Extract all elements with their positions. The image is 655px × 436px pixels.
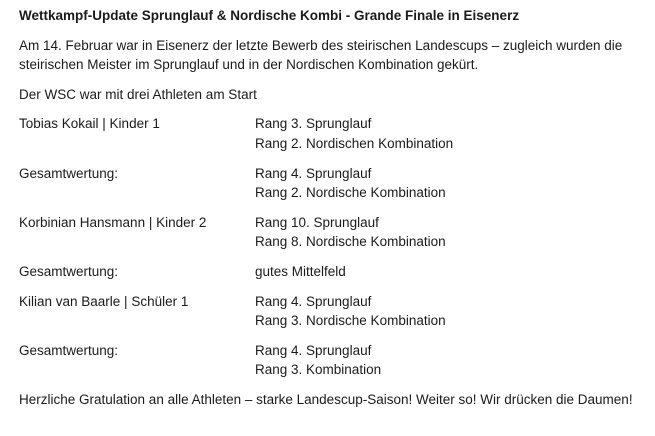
result-line: Rang 8. Nordische Kombination bbox=[255, 234, 446, 250]
result-line: Rang 4. Sprunglauf bbox=[255, 342, 372, 358]
result-label: Kilian van Baarle | Schüler 1 bbox=[19, 293, 189, 309]
result-line: gutes Mittelfeld bbox=[255, 263, 346, 279]
result-label: Gesamtwertung: bbox=[19, 263, 119, 279]
result-row bbox=[19, 341, 636, 380]
result-line: Rang 2. Nordischen Kombination bbox=[255, 135, 454, 151]
result-line: Rang 2. Nordische Kombination bbox=[255, 185, 446, 201]
result-values bbox=[255, 114, 636, 153]
result-line: Rang 3. Nordische Kombination bbox=[255, 313, 446, 329]
result-values bbox=[255, 164, 636, 203]
result-values bbox=[255, 262, 636, 282]
result-row bbox=[19, 262, 636, 282]
result-values bbox=[255, 341, 636, 380]
result-label: Tobias Kokail | Kinder 1 bbox=[19, 116, 160, 132]
result-line: Rang 3. Sprunglauf bbox=[255, 116, 372, 132]
result-row bbox=[19, 114, 636, 153]
closing-paragraph: Herzliche Gratulation an alle Athleten – starke Landescup-Saison! Weiter so! Wir drücken die Daumen! bbox=[19, 391, 633, 407]
result-label: Gesamtwertung: bbox=[19, 342, 119, 358]
article-title: Wettkampf-Update Sprunglauf & Nordische Kombi - Grande Finale in Eisenerz bbox=[19, 8, 520, 23]
result-line: Rang 4. Sprunglauf bbox=[255, 293, 372, 309]
result-label: Korbinian Hansmann | Kinder 2 bbox=[19, 214, 207, 230]
result-row bbox=[19, 164, 636, 203]
result-row bbox=[19, 213, 636, 252]
result-line: Rang 10. Sprunglauf bbox=[255, 214, 379, 230]
intro-paragraph: Am 14. Februar war in Eisenerz der letzte Bewerb des steirischen Landescups – zugleich wurden die steirischen Meister im Sprunglauf und in der Nordischen Kombination gekürt. bbox=[19, 37, 623, 73]
result-line: Rang 3. Kombination bbox=[255, 362, 382, 378]
lead-paragraph: Der WSC war mit drei Athleten am Start bbox=[19, 86, 257, 102]
result-row bbox=[19, 292, 636, 331]
result-label: Gesamtwertung: bbox=[19, 165, 119, 181]
result-line: Rang 4. Sprunglauf bbox=[255, 165, 372, 181]
result-values bbox=[255, 292, 636, 331]
result-values bbox=[255, 213, 636, 252]
